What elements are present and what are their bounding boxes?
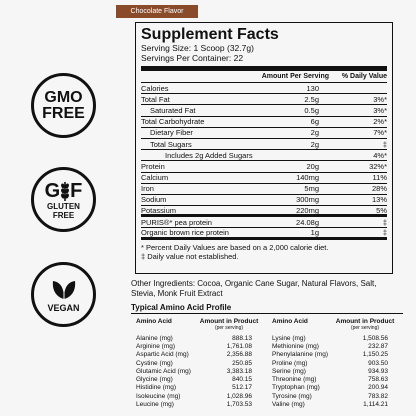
amino-table-right xyxy=(272,318,398,409)
facts-row-potassium xyxy=(141,206,387,217)
amino-value: 200.94 xyxy=(368,384,388,392)
gmo-free-line2: FREE xyxy=(42,104,85,122)
facts-row-sodium xyxy=(141,195,387,206)
amino-value: 840.15 xyxy=(232,376,252,384)
supplement-facts-panel xyxy=(135,22,393,274)
gluten-free-line2: FREE xyxy=(52,210,75,220)
amino-name: Phenylalanine (mg) xyxy=(272,351,329,359)
amino-name: Serine (mg) xyxy=(272,367,306,375)
amino-row xyxy=(136,334,262,342)
amino-value: 1,028.96 xyxy=(226,392,252,400)
amino-name: Isoleucine (mg) xyxy=(136,392,181,400)
row-label: Saturated Fat xyxy=(150,105,196,115)
amino-row xyxy=(136,342,262,350)
facts-row-added-sugars xyxy=(141,150,387,161)
amino-name: Glutamic Acid (mg) xyxy=(136,367,191,375)
amino-name: Cystine (mg) xyxy=(136,359,173,367)
facts-row-iron xyxy=(141,184,387,195)
row-dv: ‡ xyxy=(382,139,387,149)
amino-col-value-sub: (per serving) xyxy=(350,325,380,331)
amino-profile-title: Typical Amino Acid Profile xyxy=(131,303,232,312)
amino-value: 903.50 xyxy=(368,359,388,367)
amino-name: Arginine (mg) xyxy=(136,342,176,350)
amino-col-name: Amino Acid xyxy=(136,318,172,325)
facts-row-calcium xyxy=(141,173,387,184)
facts-row-dietary-fiber xyxy=(141,128,387,139)
gf-mark xyxy=(45,180,83,202)
footnote-daily-values: * Percent Daily Values are based on a 2,000 calorie diet. xyxy=(141,242,329,252)
amino-row xyxy=(136,367,262,375)
amino-row xyxy=(272,400,398,408)
row-amount: 2g xyxy=(310,128,319,138)
facts-row-total-fat xyxy=(141,94,387,105)
row-dv: 28% xyxy=(371,184,387,194)
row-dv: ‡ xyxy=(382,228,387,238)
other-ingredients: Other Ingredients: Cocoa, Organic Cane Sugar, Natural Flavors, Salt, Stevia, Monk Fruit Extract xyxy=(131,279,377,298)
facts-row-protein xyxy=(141,161,387,172)
row-label: Total Carbohydrate xyxy=(141,117,205,127)
row-amount: 2.5g xyxy=(304,94,319,104)
amino-row xyxy=(272,351,398,359)
row-dv: ‡ xyxy=(382,217,387,227)
row-amount: 220mg xyxy=(296,205,319,215)
amino-value: 934.93 xyxy=(368,367,388,375)
row-dv: 13% xyxy=(371,195,387,205)
amino-row xyxy=(136,359,262,367)
amino-value: 783.82 xyxy=(368,392,388,400)
row-dv: 11% xyxy=(372,173,387,183)
daily-value-header: % Daily Value xyxy=(341,73,387,80)
row-label: PURIS®* pea protein xyxy=(141,217,212,227)
flavor-badge: Chocolate Flavor xyxy=(116,5,198,18)
facts-row-brown-rice-protein xyxy=(141,228,387,239)
amino-row xyxy=(272,359,398,367)
amino-name: Valine (mg) xyxy=(272,401,305,409)
amino-name: Glycine (mg) xyxy=(136,376,173,384)
row-amount: 0.5g xyxy=(304,105,319,115)
row-amount: 24.08g xyxy=(296,217,319,227)
serving-size: Serving Size: 1 Scoop (32.7g) xyxy=(141,43,254,53)
gf-letter-f: F xyxy=(70,179,83,202)
amino-row xyxy=(136,351,262,359)
row-dv: 2%* xyxy=(373,117,387,127)
row-dv: 5% xyxy=(376,205,387,215)
facts-column-header xyxy=(141,71,387,83)
row-amount: 6g xyxy=(310,117,319,127)
gmo-free-line1: GMO xyxy=(44,88,83,106)
amino-row xyxy=(136,400,262,408)
amino-name: Aspartic Acid (mg) xyxy=(136,351,189,359)
row-label: Iron xyxy=(141,184,154,194)
row-label: Protein xyxy=(141,161,165,171)
amino-col-value xyxy=(332,318,398,334)
amino-value: 1,150.25 xyxy=(362,351,388,359)
amino-row xyxy=(136,384,262,392)
amino-name: Proline (mg) xyxy=(272,359,308,367)
row-label: Sodium xyxy=(141,195,167,205)
row-label: Total Fat xyxy=(141,94,170,104)
footnote-not-established: ‡ Daily value not established. xyxy=(141,251,239,261)
gluten-free-line1: GLUTEN xyxy=(47,201,80,211)
amino-value: 3,383.18 xyxy=(226,367,252,375)
facts-row-calories xyxy=(141,83,387,94)
amino-value: 1,761.08 xyxy=(226,342,252,350)
row-label: Total Sugars xyxy=(150,139,192,149)
row-amount: 1g xyxy=(310,228,319,238)
row-label: Calcium xyxy=(141,173,169,183)
amino-value: 1,508.56 xyxy=(362,334,388,342)
amount-per-serving-header: Amount Per Serving xyxy=(261,73,329,80)
amino-name: Leucine (mg) xyxy=(136,401,174,409)
amino-value: 512.17 xyxy=(232,384,252,392)
wheat-icon xyxy=(60,180,70,202)
row-amount: 140mg xyxy=(296,173,319,183)
amino-name: Threonine (mg) xyxy=(272,376,317,384)
facts-footnotes xyxy=(141,243,387,261)
amino-row xyxy=(272,392,398,400)
servings-per-container: Servings Per Container: 22 xyxy=(141,53,244,63)
vegan-badge xyxy=(31,262,96,327)
gmo-free-badge xyxy=(31,73,96,138)
amino-name: Alanine (mg) xyxy=(136,334,173,342)
row-dv: 4%* xyxy=(373,150,387,160)
amino-name: Tyrosine (mg) xyxy=(272,392,312,400)
gf-letter-g: G xyxy=(44,179,61,202)
amino-col-value-label: Amount in Product xyxy=(199,318,259,325)
amino-row xyxy=(136,375,262,383)
row-amount: 2g xyxy=(310,139,319,149)
amino-col-value xyxy=(196,318,262,334)
amino-row xyxy=(272,375,398,383)
amino-name: Histidine (mg) xyxy=(136,384,177,392)
row-amount: 5mg xyxy=(304,184,319,194)
row-label: Includes 2g Added Sugars xyxy=(165,150,253,160)
leaf-icon xyxy=(50,277,78,301)
row-dv: 3%* xyxy=(373,105,387,115)
amino-row xyxy=(272,334,398,342)
row-label: Potassium xyxy=(141,205,177,215)
amino-value: 1,114.21 xyxy=(363,401,388,409)
row-dv: 3%* xyxy=(373,94,387,104)
amino-value: 1,703.53 xyxy=(226,401,252,409)
amino-divider xyxy=(131,313,403,314)
amino-name: Lysine (mg) xyxy=(272,334,306,342)
amino-row xyxy=(272,367,398,375)
row-dv: 32%* xyxy=(369,161,387,171)
row-amount: 130 xyxy=(306,83,319,93)
amino-value: 758.63 xyxy=(368,376,388,384)
amino-name: Tryptophan (mg) xyxy=(272,384,320,392)
amino-name: Methionine (mg) xyxy=(272,342,319,350)
amino-value: 250.85 xyxy=(232,359,252,367)
amino-row xyxy=(272,384,398,392)
amino-header xyxy=(272,318,398,334)
vegan-label: VEGAN xyxy=(47,302,80,313)
row-amount: 300mg xyxy=(296,195,319,205)
facts-row-total-carbohydrate xyxy=(141,117,387,128)
facts-title: Supplement Facts xyxy=(141,26,279,43)
facts-row-saturated-fat xyxy=(141,105,387,116)
amino-value: 2,356.88 xyxy=(226,351,252,359)
amino-col-name: Amino Acid xyxy=(272,318,308,325)
row-label: Dietary Fiber xyxy=(150,128,193,138)
amino-col-value-label: Amount in Product xyxy=(335,318,395,325)
row-amount: 20g xyxy=(306,161,319,171)
amino-row xyxy=(272,342,398,350)
amino-header xyxy=(136,318,262,334)
amino-value: 888.13 xyxy=(232,334,252,342)
gluten-free-badge xyxy=(31,167,96,232)
amino-row xyxy=(136,392,262,400)
amino-value: 232.87 xyxy=(368,342,388,350)
amino-table-left xyxy=(136,318,262,409)
row-label: Organic brown rice protein xyxy=(141,228,229,238)
row-label: Calories xyxy=(141,83,169,93)
facts-row-total-sugars xyxy=(141,139,387,150)
amino-col-value-sub: (per serving) xyxy=(214,325,244,331)
row-dv: 7%* xyxy=(373,128,387,138)
facts-row-pea-protein xyxy=(141,217,387,228)
